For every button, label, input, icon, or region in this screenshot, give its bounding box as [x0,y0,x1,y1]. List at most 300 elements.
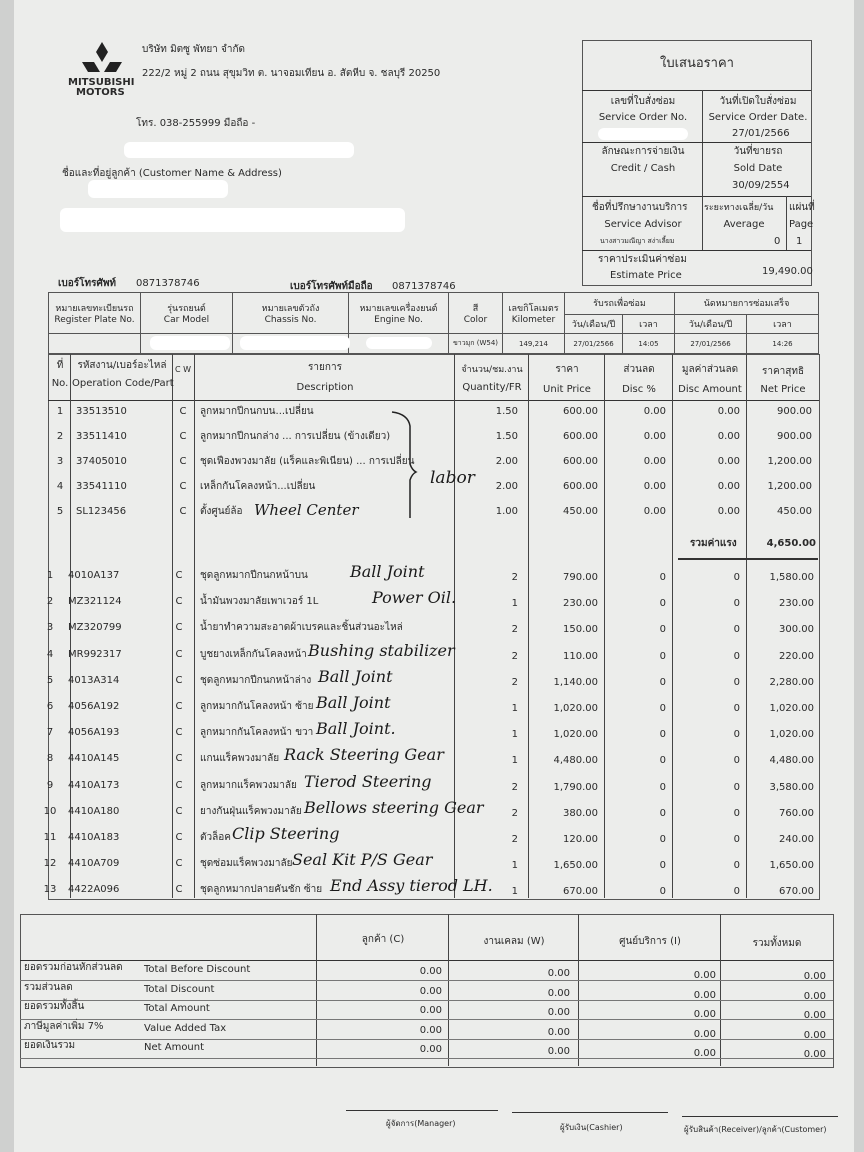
part-row-no: 9 [46,779,54,791]
part-row-net: 2,280.00 [769,676,814,688]
part-row-net: 230.00 [779,598,814,610]
part-row-price: 120.00 [563,834,598,845]
hdr-disc-en: Disc % [622,384,656,395]
summary-row-total: 0.00 [803,1029,826,1041]
vh-chassis-en: Chassis No. [264,315,317,326]
hdr-no-th: ที่ [56,360,64,371]
summary-row-label-en: Total Amount [144,1003,210,1014]
sold-date-label-en: Sold Date [733,163,783,174]
part-row-desc: แกนแร็คพวงมาลัย [200,753,280,765]
part-row-handwritten: Ball Joint [318,666,393,686]
part-row-cw: C [175,884,183,896]
mitsubishi-logo-icon [80,40,124,76]
vh-plate-en: Register Plate No. [54,315,135,326]
redaction-6 [240,336,350,350]
labor-row-code: 33513510 [76,406,127,417]
part-row-disc: 0 [659,703,666,714]
signature-receiver: ผู้รับสินค้า(Receiver)/ลูกค้า(Customer) [684,1125,827,1134]
part-row-price: 670.00 [563,886,598,898]
estimate-label-en: Estimate Price [610,270,682,281]
summary-col-customer: ลูกค้า (C) [361,934,405,945]
part-row-code: 4410A180 [68,805,120,817]
part-row-no: 10 [43,805,57,817]
labor-row-disc-amount: 0.00 [717,506,740,517]
hdr-cw: C W [174,365,192,374]
part-row-disc-amount: 0 [733,781,740,793]
part-row-code: 4056A192 [68,701,120,712]
part-row-qty: 1 [511,755,518,767]
labor-row-disc-amount: 0.00 [717,406,740,417]
part-row-no: 2 [46,596,54,608]
summary-row-divider [20,1019,833,1020]
labor-row-code: 33511410 [76,431,127,442]
labor-row-cw: C [179,431,187,442]
part-row-desc: ชุดซ่อมแร็คพวงมาลัย [200,858,293,870]
customer-phone: 0871378746 [136,278,200,289]
labor-row-disc: 0.00 [643,481,666,492]
labor-row-code: SL123456 [76,506,127,517]
labor-row-qty: 2.00 [495,456,518,467]
part-row-price: 4,480.00 [553,755,598,767]
hdr-price-th: ราคา [555,364,579,375]
vh-color-th: สี [472,304,479,315]
part-row-code: 4013A314 [68,674,120,686]
part-row-disc-amount: 0 [733,755,740,767]
part-row-cw: C [175,805,183,817]
summary-row-service: 0.00 [693,989,716,1001]
summary-row-divider [20,1039,833,1040]
labor-row-price: 600.00 [563,481,598,492]
part-row-cw: C [175,858,183,870]
part-row-qty: 2 [511,676,518,688]
vh-km-value: 149,214 [503,334,565,354]
customer-mobile: 0871378746 [392,281,456,292]
part-row-handwritten: Ball Joint [316,693,391,712]
part-row-desc: ตัวล็อค [200,832,231,843]
hdr-disc-th: ส่วนลด [623,364,655,375]
part-row-handwritten: Tierod Steering [304,771,432,791]
page-value: 1 [796,236,803,247]
part-row-no: 7 [46,727,54,739]
labor-row-disc-amount: 0.00 [717,481,740,492]
summary-row-service: 0.00 [693,1009,716,1020]
part-row-no: 13 [43,884,57,896]
redaction-3 [60,208,405,232]
summary-row-customer: 0.00 [419,985,442,997]
estimate-value: 19,490.00 [762,266,813,277]
payment-label-en: Credit / Cash [610,163,676,174]
labor-bracket-icon [388,408,418,528]
part-row-net: 4,480.00 [769,755,814,767]
average-label-th: ระยะทางเฉลี่ย/วัน [704,203,774,213]
part-row-handwritten: Bellows steering Gear [304,797,484,817]
redaction-5 [150,336,230,350]
part-row-disc: 0 [659,781,666,793]
summary-row-label-th: รวมส่วนลด [24,981,73,993]
summary-row-divider [20,1058,833,1059]
part-row-code: MZ321124 [68,596,122,608]
labor-row-qty: 1.50 [495,406,518,417]
part-row-price: 1,650.00 [553,860,598,872]
part-row-price: 230.00 [563,598,598,610]
labor-row-desc: ชุดเฟืองพวงมาลัย (แร็คและพิเนียน) ... การเปลี่ยน [200,456,415,467]
labor-row-price: 600.00 [563,431,598,442]
labor-row-qty: 1.00 [495,506,518,517]
part-row-handwritten: Power Oil. [372,588,457,608]
part-row-desc: ลูกหมากแร็คพวงมาลัย [200,779,297,791]
quote-title: ใบเสนอราคา [660,56,734,71]
summary-row-service: 0.00 [693,1048,716,1059]
labor-row-price: 600.00 [563,456,598,467]
labor-row-disc-amount: 0.00 [717,456,740,467]
part-row-desc: ยางกันฝุ่นแร็คพวงมาลัย [200,805,302,817]
part-row-net: 1,650.00 [769,860,814,872]
service-order-date: 27/01/2566 [732,128,790,139]
part-row-cw: C [175,832,183,843]
part-row-desc: ชุดลูกหมากปีกนกหน้าบน [200,570,308,581]
summary-row-service: 0.00 [693,1028,716,1040]
part-row-qty: 2 [511,650,518,662]
advisor-label-th: ชื่อที่ปรึกษางานบริการ [592,202,688,213]
summary-row-label-en: Total Before Discount [144,964,251,975]
labor-row-net: 1,200.00 [767,456,812,467]
part-row-qty: 2 [511,572,518,583]
part-row-disc-amount: 0 [733,834,740,845]
part-row-net: 220.00 [779,650,814,662]
part-row-desc: ลูกหมากกันโคลงหน้า ซ้าย [200,701,314,712]
part-row-code: 4410A709 [68,858,120,870]
part-row-price: 790.00 [563,572,598,583]
part-row-net: 760.00 [779,807,814,819]
part-row-net: 670.00 [779,886,814,898]
part-row-disc: 0 [659,650,666,662]
customer-phone-label: เบอร์โทรศัพท์ [58,278,117,289]
vh-model-th: รุ่นรถยนต์ [167,304,206,315]
labor-row-price: 450.00 [563,506,598,517]
part-row-cw: C [175,701,183,712]
part-row-disc: 0 [659,807,666,819]
summary-col-warranty: งานเคลม (W) [483,936,545,947]
hdr-net-th: ราคาสุทธิ [761,366,805,377]
redaction-7 [366,337,432,349]
summary-row-label-th: ภาษีมูลค่าเพิ่ม 7% [24,1020,104,1032]
part-row-desc: บูชยางเหล็กกันโคลงหน้า [200,648,307,660]
vh-km-en: Kilometer [511,315,556,326]
part-row-qty: 2 [511,807,518,819]
part-row-code: MZ320799 [68,622,122,634]
customer-label: ชื่อและที่อยู่ลูกค้า (Customer Name & Address) [62,168,282,179]
summary-row-total: 0.00 [803,1010,826,1021]
part-row-code: 4422A096 [68,884,120,896]
summary-row-label-th: ยอดเงินรวม [24,1040,76,1051]
part-row-code: 4010A137 [68,570,120,581]
part-row-qty: 2 [511,834,518,845]
part-row-cw: C [175,674,183,686]
summary-row-customer: 0.00 [419,1005,442,1016]
service-order-date-label-th: วันที่เปิดใบสั่งซ่อม [719,96,797,107]
hdr-discamt-th: มูลค่าส่วนลด [681,364,739,375]
summary-row-warranty: 0.00 [547,987,570,999]
labor-row-desc: ลูกหมากปีกนกบน...เปลี่ยน [200,406,314,417]
logo-text-2: MOTORS [76,87,125,98]
part-row-net: 240.00 [779,834,814,845]
part-row-handwritten: Ball Joint. [316,719,396,739]
company-phone: โทร. 038-255999 มือถือ - [136,118,256,129]
part-row-price: 1,020.00 [553,729,598,741]
part-row-disc-amount: 0 [733,650,740,662]
summary-row-divider [20,1000,833,1001]
part-row-handwritten: Seal Kit P/S Gear [292,850,433,870]
part-row-no: 11 [43,832,57,843]
part-row-price: 150.00 [563,624,598,636]
hdr-qty-th: จำนวน/ชม.งาน [461,365,523,375]
part-row-disc-amount: 0 [733,860,740,872]
summary-row-label-en: Net Amount [144,1042,205,1053]
part-row-disc: 0 [659,729,666,741]
labor-row-code: 33541110 [76,481,127,492]
summary-row-customer: 0.00 [419,1024,442,1036]
part-row-disc-amount: 0 [733,807,740,819]
labor-row-desc: ตั้งศูนย์ล้อ [200,506,243,517]
average-value: 0 [774,236,781,247]
labor-row-no: 5 [56,506,64,517]
part-row-disc-amount: 0 [733,729,740,741]
labor-row-disc: 0.00 [643,406,666,417]
company-address: 222/2 หมู่ 2 ถนน สุขุมวิท ต. นาจอมเทียน อ. สัตหีบ จ. ชลบุรี 20250 [142,68,441,79]
part-row-disc: 0 [659,834,666,845]
summary-row-total: 0.00 [803,971,826,982]
part-row-disc: 0 [659,676,666,688]
part-row-net: 3,580.00 [769,781,814,793]
part-row-qty: 1 [511,860,518,872]
vh-plate-th: หมายเลขทะเบียนรถ [55,304,134,315]
part-row-qty: 1 [511,886,518,898]
labor-row-price: 600.00 [563,406,598,417]
part-row-code: MR992317 [68,648,122,660]
part-row-price: 1,790.00 [553,781,598,793]
vh-model-en: Car Model [163,315,210,326]
part-row-no: 8 [46,753,54,765]
labor-total-label: รวมค่าแรง [690,538,737,549]
part-row-handwritten: Ball Joint [350,562,425,581]
hdr-net-en: Net Price [760,384,806,395]
part-row-disc-amount: 0 [733,624,740,636]
part-row-desc: ลูกหมากกันโคลงหน้า ขวา [200,727,314,739]
summary-row-label-th: ยอดรวมทั้งสิ้น [24,1001,85,1012]
labor-row-disc-amount: 0.00 [717,431,740,442]
service-order-date-label-en: Service Order Date. [708,112,808,123]
part-row-code: 4410A145 [68,753,120,765]
summary-row-total: 0.00 [803,990,826,1002]
vh-color-en: Color [463,315,488,326]
part-row-net: 1,020.00 [769,703,814,714]
labor-row-disc: 0.00 [643,431,666,442]
page-label-th: แผ่นที่ [789,202,815,213]
hdr-desc-en: Description [296,382,354,393]
labor-row-no: 3 [56,456,64,467]
labor-row-cw: C [179,481,187,492]
summary-row-label-en: Value Added Tax [144,1022,227,1034]
labor-row-no: 2 [56,431,64,442]
hdr-code-en: Operation Code/Part [72,378,174,389]
part-row-desc: น้ำยาทำความสะอาดผ้าเบรคและชิ้นส่วนอะไหล่ [200,622,403,634]
redaction-1 [124,142,354,158]
hdr-desc-th: รายการ [308,362,342,373]
labor-row-handwritten: Wheel Center [254,501,359,519]
vh-receive-th: รับรถเพื่อซ่อม [565,293,675,315]
part-row-disc: 0 [659,755,666,767]
part-row-no: 5 [46,674,54,686]
part-row-qty: 2 [511,781,518,793]
labor-row-code: 37405010 [76,456,127,467]
vh-chassis-th: หมายเลขตัวถัง [261,304,320,315]
part-row-cw: C [175,622,183,634]
part-row-price: 110.00 [563,650,598,662]
summary-row-service: 0.00 [693,970,716,981]
company-name: บริษัท มิตซู พัทยา จำกัด [142,44,245,55]
part-row-handwritten: Clip Steering [232,824,340,843]
labor-row-cw: C [179,506,187,517]
labor-note: labor [430,468,475,488]
part-row-cw: C [175,779,183,791]
labor-row-net: 900.00 [777,431,812,442]
labor-row-net: 900.00 [777,406,812,417]
part-row-handwritten: Rack Steering Gear [284,745,444,765]
service-order-no-label-th: เลขที่ใบสั่งซ่อม [610,96,676,107]
part-row-no: 12 [43,858,57,870]
part-row-cw: C [175,570,183,581]
summary-row-warranty: 0.00 [547,1007,570,1018]
labor-row-qty: 2.00 [495,481,518,492]
vh-appoint-date: 27/01/2566 [675,334,747,354]
part-row-cw: C [175,648,183,660]
part-row-qty: 2 [511,624,518,636]
part-row-net: 1,580.00 [769,572,814,583]
part-row-disc: 0 [659,598,666,610]
summary-row-divider [20,980,833,981]
labor-row-disc: 0.00 [643,506,666,517]
redaction-2 [88,180,228,198]
part-row-net: 300.00 [779,624,814,636]
advisor-name: นางสาวมณีญา สง่าเลี้ยม [600,237,675,245]
part-row-disc-amount: 0 [733,676,740,688]
service-order-no-label-en: Service Order No. [598,112,688,123]
part-row-qty: 1 [511,703,518,714]
summary-row-customer: 0.00 [419,966,442,977]
part-row-cw: C [175,753,183,765]
summary-row-label-th: ยอดรวมก่อนหักส่วนลด [24,962,123,973]
part-row-desc: ชุดลูกหมากปลายคันชัก ซ้าย [200,884,323,896]
part-row-price: 1,140.00 [553,676,598,688]
part-row-disc: 0 [659,886,666,898]
vh-appoint-th: นัดหมายการซ่อมเสร็จ [675,293,819,315]
part-row-code: 4410A183 [68,832,120,843]
sold-date-label-th: วันที่ขายรถ [733,146,783,157]
summary-col-service: ศูนย์บริการ (I) [619,936,681,947]
average-label-en: Average [723,219,765,230]
summary-col-total: รวมทั้งหมด [752,938,802,949]
part-row-desc: ชุดลูกหมากปีกนกหน้าล่าง [200,674,312,686]
part-row-cw: C [175,727,183,739]
part-row-price: 1,020.00 [553,703,598,714]
hdr-qty-en: Quantity/FR [462,382,522,393]
part-row-code: 4410A173 [68,779,120,791]
vh-km-th: เลขกิโลเมตร [508,304,559,315]
part-row-desc: น้ำมันพวงมาลัยเพาเวอร์ 1L [200,596,319,608]
redaction-4 [598,128,688,140]
part-row-qty: 1 [511,598,518,610]
labor-total: 4,650.00 [766,538,816,549]
part-row-no: 1 [46,570,54,581]
part-row-qty: 1 [511,729,518,741]
sold-date: 30/09/2554 [732,180,790,191]
labor-row-qty: 1.50 [495,431,518,442]
labor-row-net: 450.00 [777,506,812,517]
customer-mobile-label: เบอร์โทรศัพท์มือถือ [290,281,373,292]
labor-row-desc: เหล็กกันโคลงหน้า...เปลี่ยน [200,481,316,492]
hdr-no-en: No. [51,378,69,389]
vh-engine-th: หมายเลขเครื่องยนต์ [359,304,438,315]
vh-receive-time: 14:05 [623,334,675,354]
labor-row-disc: 0.00 [643,456,666,467]
part-row-net: 1,020.00 [769,729,814,741]
vh-receive-date-th: วัน/เดือน/ปี [565,314,623,334]
part-row-disc: 0 [659,624,666,636]
part-row-disc-amount: 0 [733,598,740,610]
vh-appoint-time-th: เวลา [747,314,819,334]
part-row-no: 6 [46,701,54,712]
signature-cashier: ผู้รับเงิน(Cashier) [560,1123,623,1132]
summary-row-label-en: Total Discount [144,983,215,995]
labor-row-no: 4 [56,481,64,492]
labor-row-cw: C [179,456,187,467]
advisor-label-en: Service Advisor [604,219,682,230]
part-row-handwritten: Bushing stabilizer [308,640,455,660]
vh-engine-en: Engine No. [374,315,423,326]
payment-label-th: ลักษณะการจ่ายเงิน [601,146,685,157]
signature-manager: ผู้จัดการ(Manager) [386,1119,456,1128]
estimate-label-th: ราคาประเมินค่าซ่อม [598,254,687,265]
hdr-price-en: Unit Price [543,384,591,395]
part-row-disc-amount: 0 [733,572,740,583]
vh-appoint-date-th: วัน/เดือน/ปี [675,314,747,334]
part-row-disc: 0 [659,860,666,872]
summary-row-warranty: 0.00 [547,968,570,979]
logo-text-1: MITSUBISHI [68,77,135,88]
vh-receive-time-th: เวลา [623,314,675,334]
labor-row-no: 1 [56,406,64,417]
part-row-disc-amount: 0 [733,703,740,714]
labor-row-desc: ลูกหมากปีกนกล่าง ... การเปลี่ยน (ข้างเดียว) [200,431,391,442]
part-row-no: 4 [46,648,54,660]
vh-color-value: ขาวมุก (W54) [449,334,503,354]
summary-row-warranty: 0.00 [547,1026,570,1038]
part-row-no: 3 [46,622,54,634]
part-row-handwritten: End Assy tierod LH. [330,876,493,896]
part-row-price: 380.00 [563,807,598,819]
vh-appoint-time: 14:26 [747,334,819,354]
part-row-disc: 0 [659,572,666,583]
labor-row-cw: C [179,406,187,417]
part-row-code: 4056A193 [68,727,120,739]
page-label-en: Page [789,219,814,230]
hdr-code-th: รหัสงาน/เบอร์อะไหล่ [77,360,167,371]
summary-row-customer: 0.00 [419,1044,442,1055]
labor-row-net: 1,200.00 [767,481,812,492]
part-row-cw: C [175,596,183,608]
part-row-disc-amount: 0 [733,886,740,898]
hdr-discamt-en: Disc Amount [678,384,742,395]
